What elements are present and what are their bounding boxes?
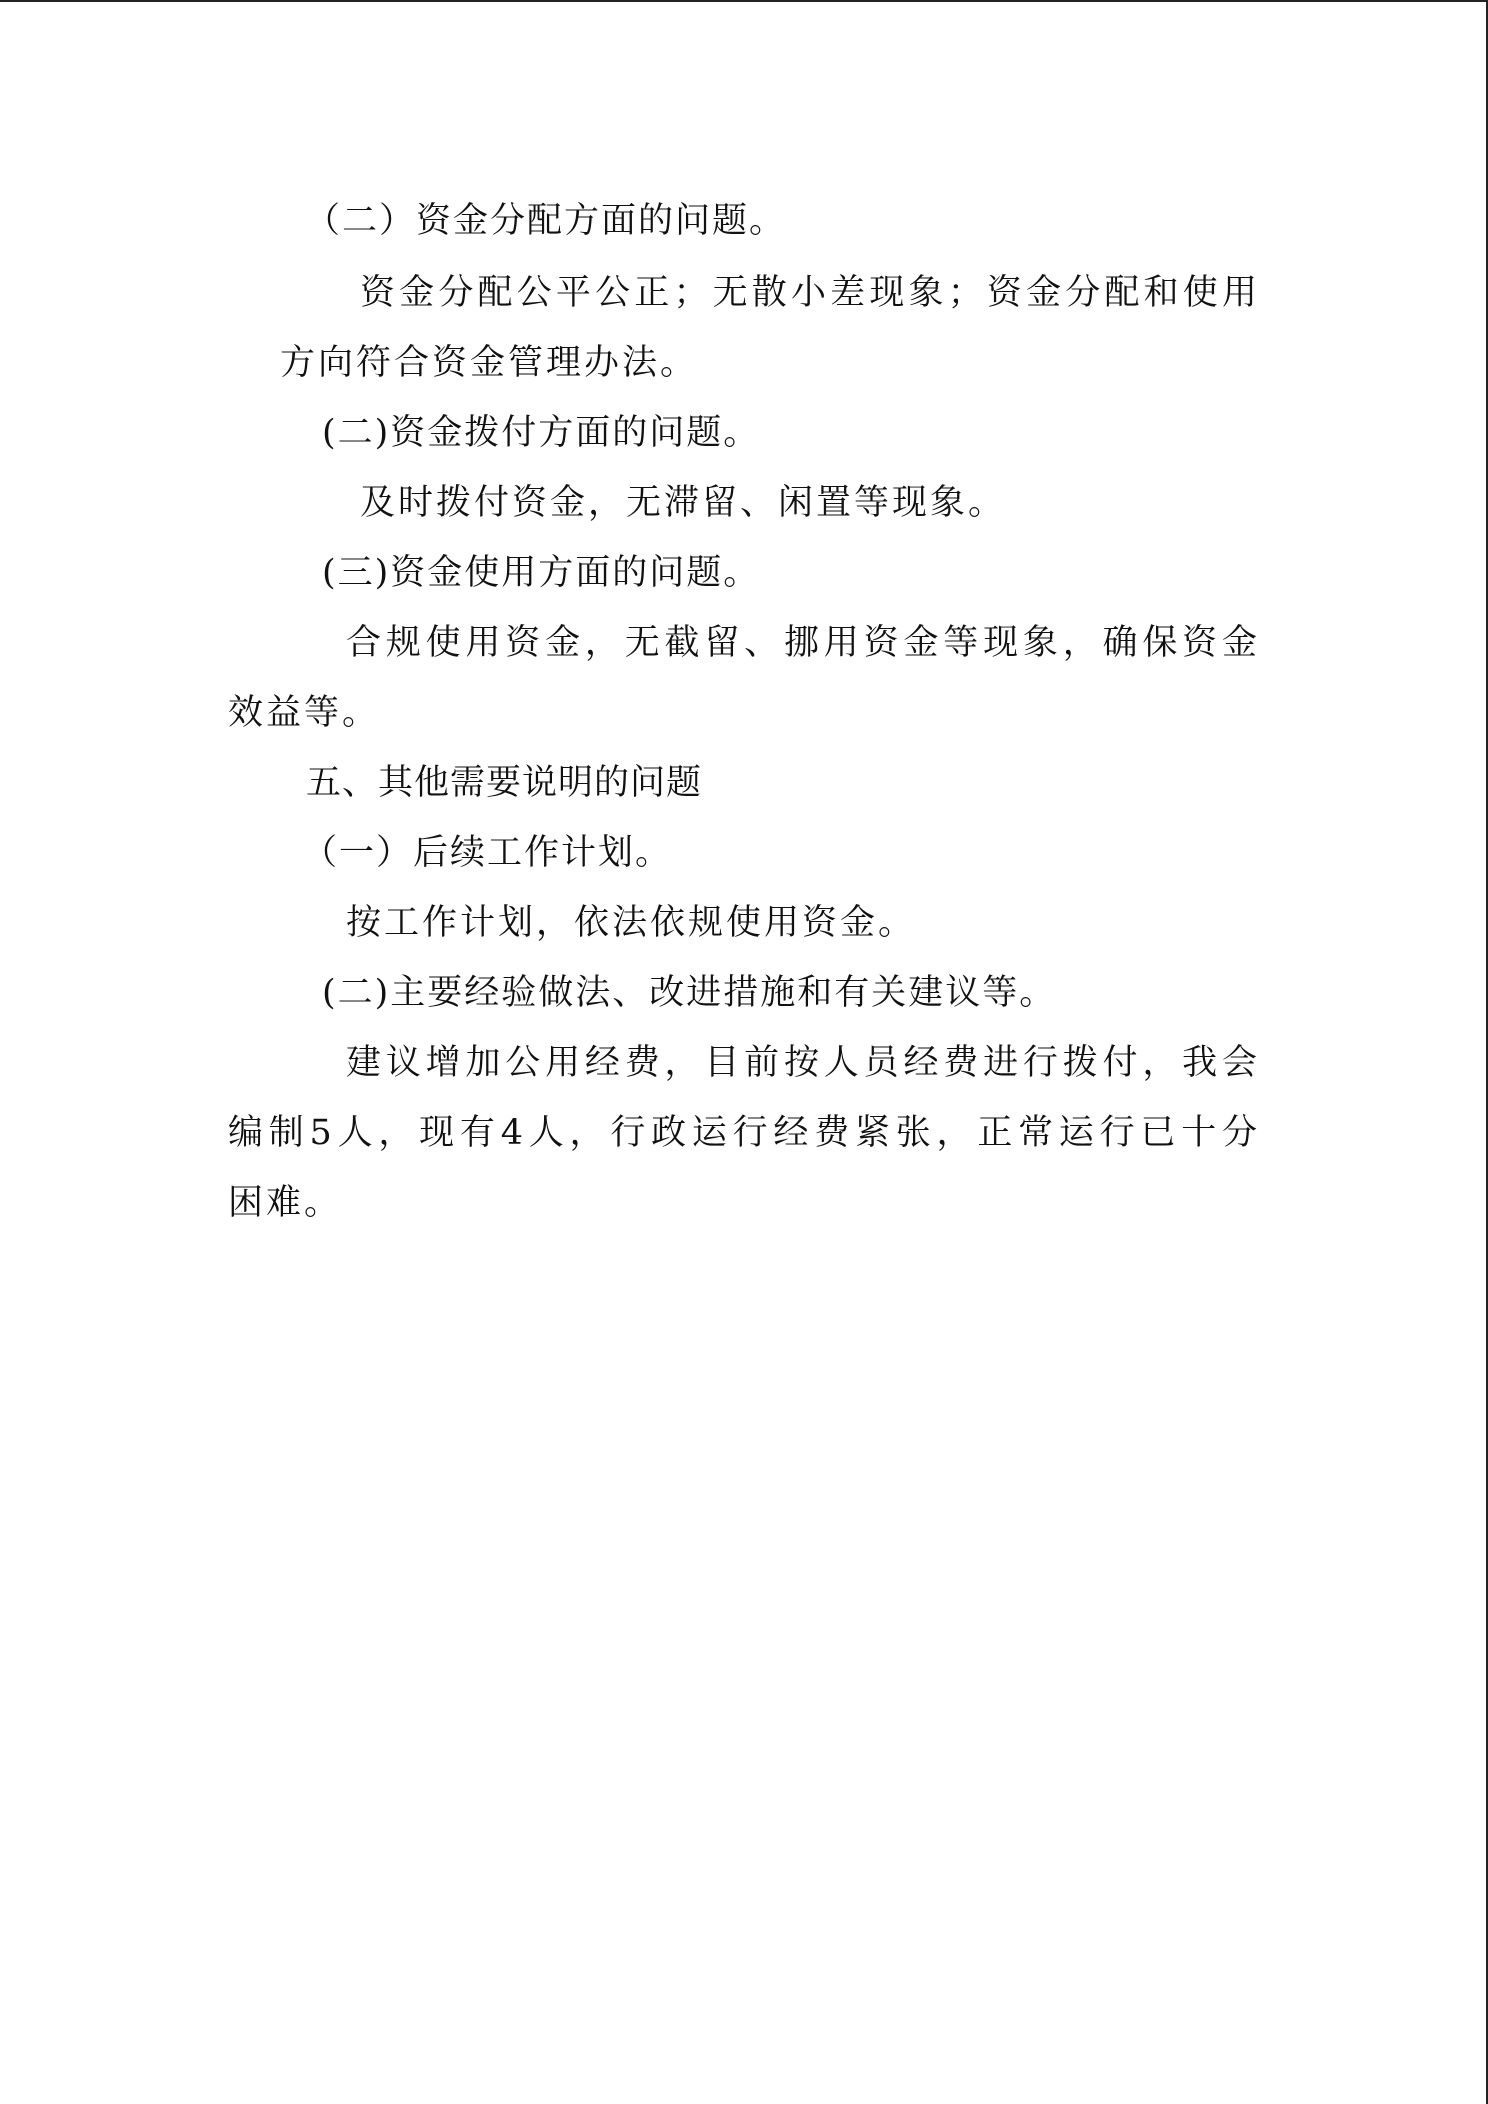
paragraph-suggestions-line-3: 困难。 bbox=[228, 1183, 343, 1223]
subheading-fund-disbursement: (二)资金拨付方面的问题。 bbox=[322, 413, 761, 453]
page-top-border bbox=[0, 0, 1488, 2]
section-heading-other-issues: 五、其他需要说明的问题 bbox=[306, 763, 703, 803]
paragraph-follow-up-plan: 按工作计划，依法依规使用资金。 bbox=[346, 903, 917, 943]
subheading-follow-up-plan: （一）后续工作计划。 bbox=[302, 833, 673, 873]
subheading-experience-suggestions: (二)主要经验做法、改进措施和有关建议等。 bbox=[322, 973, 1057, 1013]
paragraph-fund-allocation-line-2: 方向符合资金管理办法。 bbox=[280, 343, 699, 383]
paragraph-suggestions-line-1: 建议增加公用经费，目前按人员经费进行拨付，我会 bbox=[346, 1043, 1260, 1083]
paragraph-fund-usage-line-1: 合规使用资金，无截留、挪用资金等现象，确保资金 bbox=[346, 623, 1260, 663]
subheading-fund-usage: (三)资金使用方面的问题。 bbox=[322, 553, 761, 593]
paragraph-fund-disbursement: 及时拨付资金，无滞留、闲置等现象。 bbox=[360, 483, 1007, 523]
paragraph-suggestions-line-2: 编制5人，现有4人，行政运行经费紧张，正常运行已十分 bbox=[228, 1113, 1260, 1153]
paragraph-fund-allocation-line-1: 资金分配公平公正；无散小差现象；资金分配和使用 bbox=[360, 273, 1260, 313]
paragraph-fund-usage-line-2: 效益等。 bbox=[228, 693, 381, 733]
subheading-fund-allocation: （二）资金分配方面的问题。 bbox=[305, 201, 787, 241]
